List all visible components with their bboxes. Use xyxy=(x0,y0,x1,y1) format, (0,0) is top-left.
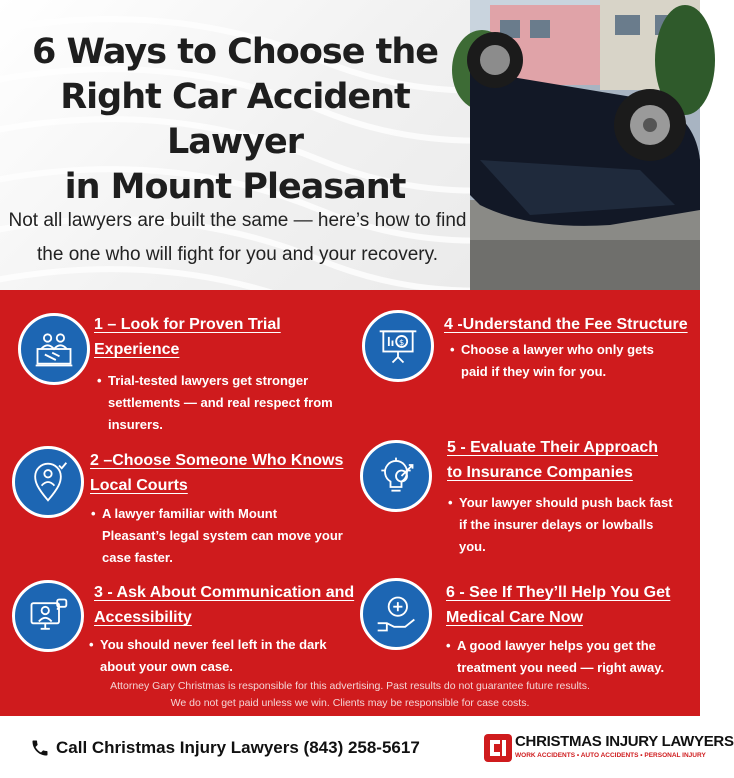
title-line-2: Right Car Accident Lawyer xyxy=(60,77,410,162)
fee-presentation-icon xyxy=(362,310,434,382)
strategy-target-icon xyxy=(360,440,432,512)
medical-care-icon xyxy=(360,578,432,650)
tip-2-bullet: • A lawyer familiar with Mount Pleasant’s legal system can move your case faster. xyxy=(91,506,343,565)
subtitle-line-2: the one who will fight for you and your recovery. xyxy=(37,244,438,265)
subtitle-line-1: Not all lawyers are built the same — here’s how to find xyxy=(8,210,467,231)
legal-disclaimer: Attorney Gary Christmas is responsible for this advertising. Past results do not guarantee future results. We do not get paid unless we win. Clients may be responsible for case costs. xyxy=(110,680,590,709)
footer-bar xyxy=(0,716,734,778)
tip-5-bullet: • Your lawyer should push back fast if the insurer delays or lowballs you. xyxy=(448,495,673,554)
firm-logo-tagline: WORK ACCIDENTS • AUTO ACCIDENTS • PERSONAL INJURY xyxy=(515,752,706,759)
overturned-car-photo xyxy=(470,0,700,290)
tip-3-bullet: • You should never feel left in the dark about your own case. xyxy=(89,637,327,674)
tip-4-bullet: • Choose a lawyer who only gets paid if they win for you. xyxy=(450,342,654,379)
title-line-1: 6 Ways to Choose the xyxy=(31,32,439,72)
tip-5-heading: 5 - Evaluate Their Approach to Insurance Companies xyxy=(447,439,659,481)
tip-1-bullet: • Trial-tested lawyers get stronger settlements — and real respect from insurers. xyxy=(97,373,333,432)
tip-6-heading: 6 - See If They’ll Help You Get Medical Care Now xyxy=(446,584,671,626)
courtroom-icon xyxy=(18,313,90,385)
video-call-icon xyxy=(12,580,84,652)
tips-section xyxy=(0,290,700,716)
svg-text:$: $ xyxy=(399,337,405,348)
location-person-icon xyxy=(12,446,84,518)
firm-logo-name: CHRISTMAS INJURY LAWYERS xyxy=(515,733,734,750)
title-line-3: in Mount Pleasant xyxy=(64,167,406,207)
tip-2-heading: 2 –Choose Someone Who Knows Local Courts xyxy=(90,452,344,494)
tip-4-heading: 4 -Understand the Fee Structure xyxy=(444,316,688,333)
call-to-action-phone[interactable]: Call Christmas Injury Lawyers (843) 258-5617 xyxy=(56,738,420,757)
phone-icon xyxy=(30,738,50,758)
tip-3-heading: 3 - Ask About Communication and Accessibility xyxy=(94,584,355,626)
page-title xyxy=(10,30,460,210)
tip-1-heading: 1 – Look for Proven Trial Experience xyxy=(94,316,281,358)
tip-6-bullet: • A good lawyer helps you get the treatment you need — right away. xyxy=(446,638,665,675)
page-subtitle xyxy=(5,204,470,272)
firm-logo-icon xyxy=(484,734,512,762)
